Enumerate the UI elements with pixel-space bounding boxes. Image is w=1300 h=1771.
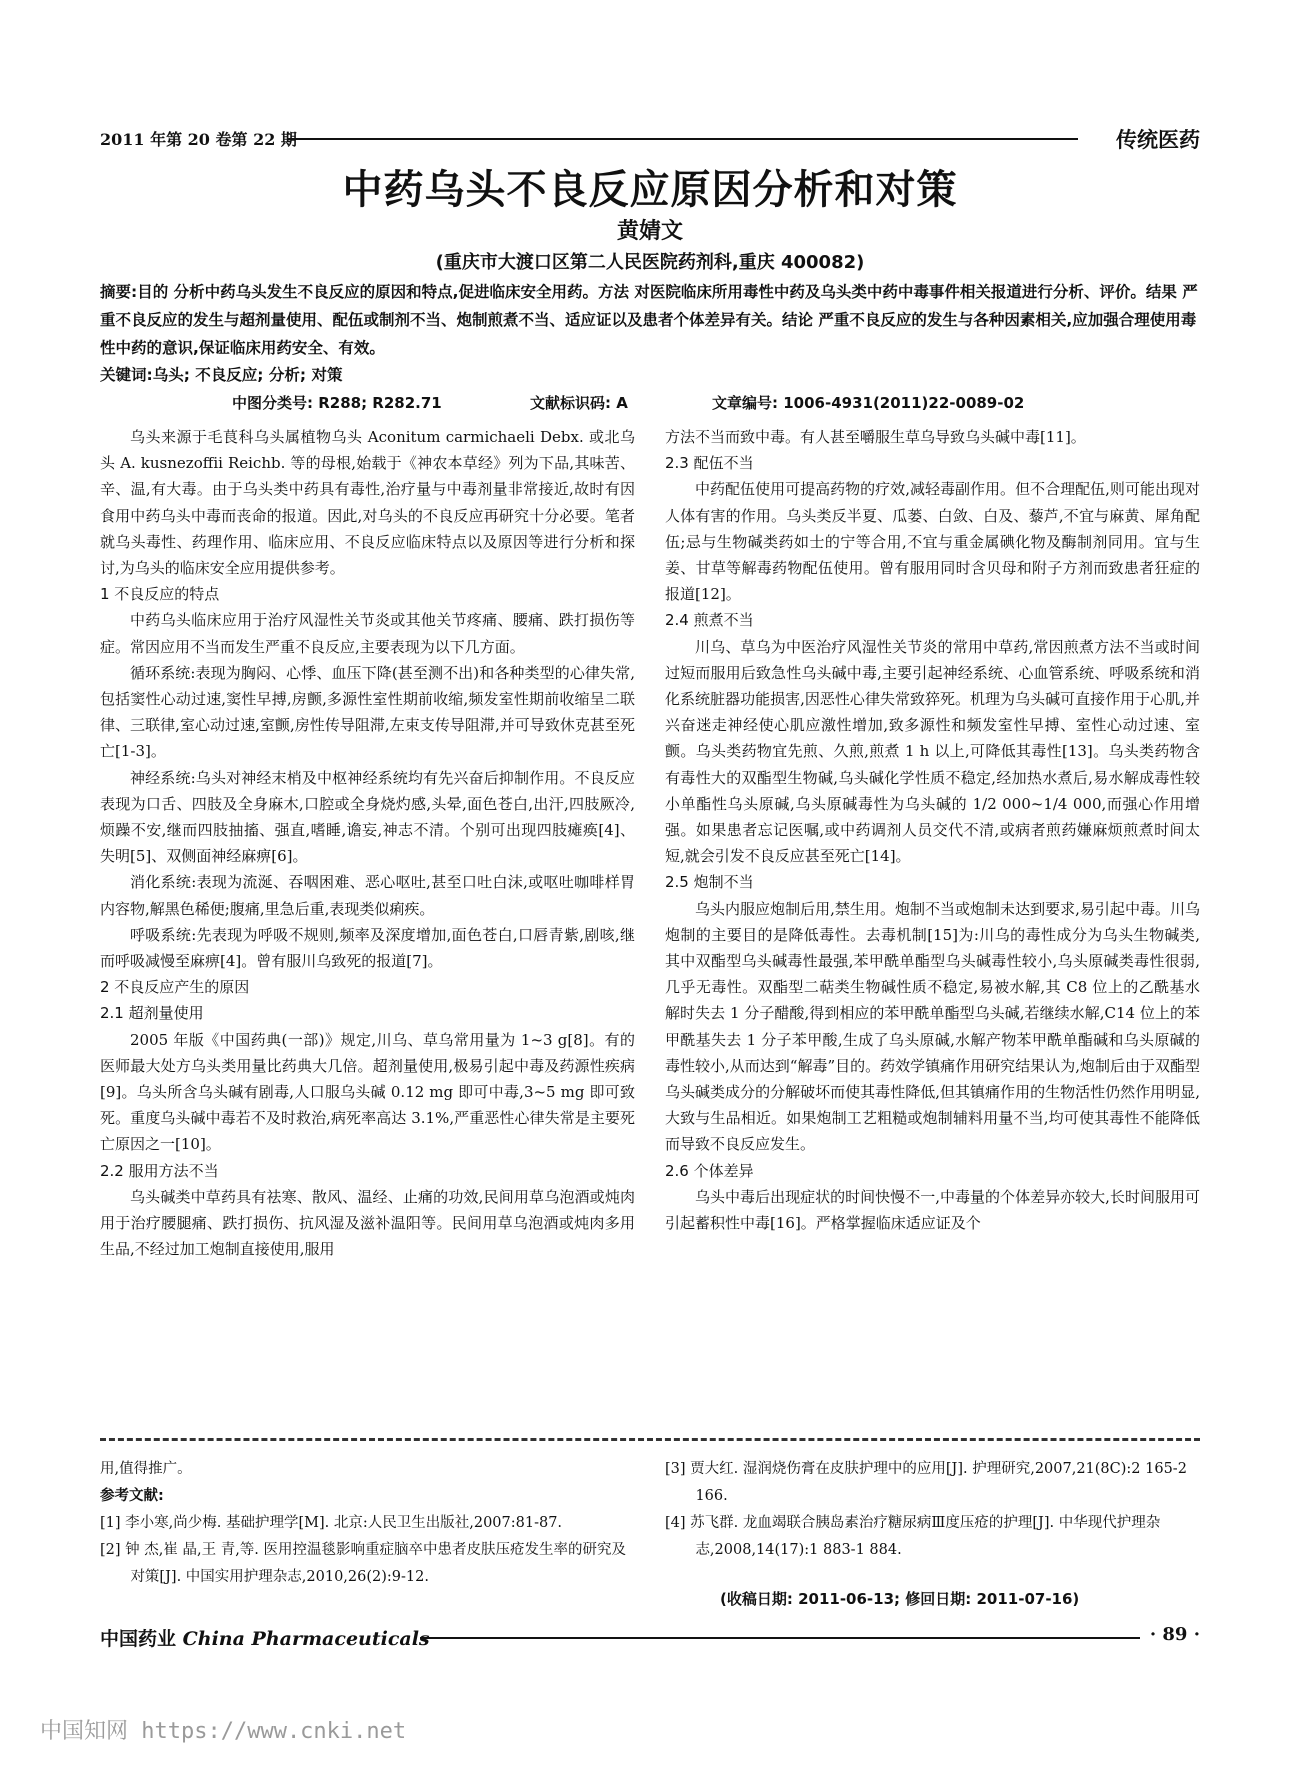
body-paragraph: 乌头碱类中草药具有祛寒、散风、温经、止痛的功效,民间用草乌泡酒或炖肉用于治疗腰腿痛、跌打损伤、抗风湿及滋补温阳等。民间用草乌泡酒或炖肉多用生品,不经过加工炮制直接使用,服用 xyxy=(100,1187,635,1259)
section-heading: 2.4 煎煮不当 xyxy=(665,611,754,630)
continuation-text: 用,值得推广。 xyxy=(100,1461,192,1477)
references-heading: 参考文献: xyxy=(100,1488,164,1504)
clc-number: 中图分类号: R288; R282.71 xyxy=(232,394,442,412)
body-paragraph: 循环系统:表现为胸闷、心悸、血压下降(甚至测不出)和各种类型的心律失常,包括窦性心动过速,窦性早搏,房颤,多源性室性期前收缩,频发室性期前收缩呈二联律、三联律,室心动过速,室颤,房性传导阻滞,左束支传导阻滞,并可导致休克甚至死亡[1-3]。 xyxy=(100,663,635,761)
body-paragraph: 中药配伍使用可提高药物的疗效,减轻毒副作用。但不合理配伍,则可能出现对人体有害的作用。乌头类反半夏、瓜蒌、白敛、白及、藜芦,不宜与麻黄、犀角配伍;忌与生物碱类药如士的宁等合用,不宜与重金属碘化物及酶制剂同用。宜与生姜、甘草等解毒药物配伍使用。曾有服用同时含贝母和附子方剂而致患者狂症的报道[12]。 xyxy=(665,480,1200,604)
article-title: 中药乌头不良反应原因分析和对策 xyxy=(342,167,958,213)
journal-name-cn: 中国药业 xyxy=(100,1628,177,1650)
body-paragraph: 消化系统:表现为流涎、吞咽困难、恶心呕吐,甚至口吐白沫,或呕吐咖啡样胃内容物,解黑色稀便;腹痛,里急后重,表现类似痢疾。 xyxy=(100,873,635,918)
article-number: 文章编号: 1006-4931(2011)22-0089-02 xyxy=(712,394,1025,412)
body-paragraph: 乌头内服应炮制后用,禁生用。炮制不当或炮制未达到要求,易引起中毒。川乌炮制的主要目的是降低毒性。去毒机制[15]为:川乌的毒性成分为乌头生物碱类,其中双酯型乌头碱毒性最强,苯甲酰单酯型乌头碱毒性较小,乌头原碱类毒性很弱,几乎无毒性。双酯型二萜类生物碱性质不稳定,易被水解,其 C8 位上的乙酰基水解时失去 1 分子醋酸,得到相应的苯甲酰单酯型乌头碱,若继续水解,C14 位上的苯甲酰基失去 1 分子苯甲酸,生成了乌头原碱,水解产物苯甲酰单酯碱和乌头原碱的毒性较小,从而达到“解毒”目的。药效学镇痛作用研究结果认为,炮制后由于双酯型乌头碱类成分的分解破坏而使其毒性降低,但其镇痛作用的生物活性仍然作用明显,大致与生品相近。如果炮制工艺粗糙或炮制辅料用量不当,均可使其毒性不能降低而导致不良反应发生。 xyxy=(665,899,1200,1154)
body-paragraph: 2005 年版《中国药典(一部)》规定,川乌、草乌常用量为 1~3 g[8]。有的医师最大处方乌头类用量比药典大几倍。超剂量使用,极易引起中毒及药源性疾病[9]。乌头所含乌头碱有剧毒,人口服乌头碱 0.12 mg 即可中毒,3~5 mg 即可致死。重度乌头碱中毒若不及时救治,病死率高达 3.1%,严重恶性心律失常是主要死亡原因之一[10]。 xyxy=(100,1030,635,1154)
section-heading: 2 不良反应产生的原因 xyxy=(100,978,250,997)
body-paragraph: 川乌、草乌为中医治疗风湿性关节炎的常用中草药,常因煎煮方法不当或时间过短而服用后致急性乌头碱中毒,主要引起神经系统、心血管系统、呼吸系统和消化系统脏器功能损害,因恶性心律失常致猝死。机理为乌头碱可直接作用于心肌,并兴奋迷走神经使心肌应激性增加,致多源性和频发室性早搏、室性心动过速、室颤。乌头类药物宜先煎、久煎,煎煮 1 h 以上,可降低其毒性[13]。乌头类药物含有毒性大的双酯型生物碱,乌头碱化学性质不稳定,经加热水煮后,易水解成毒性较小单酯性乌头原碱,乌头原碱毒性为乌头碱的 1/2 000~1/4 000,而强心作用增强。如果患者忘记医嘱,或中药调剂人员交代不清,或病者煎药嫌麻烦煎煮时间太短,就会引发不良反应甚至死亡[14]。 xyxy=(665,637,1200,866)
keywords-text: 乌头; 不良反应; 分析; 对策 xyxy=(152,366,343,384)
body-paragraph: 方法不当而致中毒。有人甚至嚼服生草乌导致乌头碱中毒[11]。 xyxy=(665,428,1086,446)
keywords xyxy=(100,362,1200,388)
body-paragraph: 呼吸系统:先表现为呼吸不规则,频率及深度增加,面色苍白,口唇青紫,剧咳,继而呼吸减慢至麻痹[4]。曾有服川乌致死的报道[7]。 xyxy=(100,925,635,971)
header-issue: 2011 年第 20 卷第 22 期 xyxy=(100,130,297,149)
affiliation: (重庆市大渡口区第二人民医院药剂科,重庆 400082) xyxy=(435,252,865,273)
footer-journal xyxy=(100,1624,430,1651)
reference-item: [4] 苏飞群. 龙血竭联合胰岛素治疗糖尿病Ⅲ度压疮的护理[J]. 中华现代护理杂志,2008,14(17):1 883-1 884. xyxy=(665,1515,1161,1558)
author: 黄婧文 xyxy=(616,219,683,244)
abstract-text: 目的 分析中药乌头发生不良反应的原因和特点,促进临床安全用药。方法 对医院临床所用毒性中药及乌头类中药中毒事件相关报道进行分析、评价。结果 严重不良反应的发生与超剂量使用、配伍或制剂不当、炮制煎煮不当、适应证以及患者个体差异有关。结论 严重不良反应的发生与各种因素相关,应加强合理使用毒性中药的意识,保证临床用药安全、有效。 xyxy=(100,283,1198,357)
section-heading: 2.6 个体差异 xyxy=(665,1161,754,1180)
section-heading: 1 不良反应的特点 xyxy=(100,585,220,604)
left-column xyxy=(100,424,635,1263)
body-paragraph: 乌头中毒后出现症状的时间快慢不一,中毒量的个体差异亦较大,长时间服用可引起蓄积性中毒[16]。严格掌握临床适应证及个 xyxy=(665,1187,1200,1233)
section-divider xyxy=(100,1438,1200,1441)
journal-name-en: China Pharmaceuticals xyxy=(182,1628,430,1650)
footer-rule xyxy=(420,1637,1140,1639)
body-paragraph: 神经系统:乌头对神经末梢及中枢神经系统均有先兴奋后抑制作用。不良反应表现为口舌、四肢及全身麻木,口腔或全身烧灼感,头晕,面色苍白,出汗,四肢厥冷,烦躁不安,继而四肢抽搐、强直,嗜睡,谵妄,神志不清。个别可出现四肢瘫痪[4]、失明[5]、双侧面神经麻痹[6]。 xyxy=(100,768,635,866)
section-heading: 2.5 炮制不当 xyxy=(665,873,754,892)
body-paragraph: 中药乌头临床应用于治疗风湿性关节炎或其他关节疼痛、腰痛、跌打损伤等症。常因应用不当而发生严重不良反应,主要表现为以下几方面。 xyxy=(100,611,635,656)
reference-item: [1] 李小寒,尚少梅. 基础护理学[M]. 北京:人民卫生出版社,2007:81-87. xyxy=(100,1515,563,1531)
section-heading: 2.2 服用方法不当 xyxy=(100,1161,219,1180)
abstract xyxy=(100,278,1200,362)
section-heading: 2.3 配伍不当 xyxy=(665,454,754,473)
reference-item: [3] 贾大红. 湿润烧伤膏在皮肤护理中的应用[J]. 护理研究,2007,21(8C):2 165-2 166. xyxy=(665,1461,1187,1504)
section-heading: 2.1 超剂量使用 xyxy=(100,1004,204,1023)
bottom-left-column xyxy=(100,1456,635,1591)
cnki-watermark: 中国知网 https://www.cnki.net xyxy=(40,1719,407,1744)
right-column xyxy=(665,424,1200,1236)
abstract-label: 摘要: xyxy=(100,283,138,301)
document-code: 文献标识码: A xyxy=(530,394,628,412)
bottom-right-column xyxy=(665,1456,1200,1564)
body-paragraph: 乌头来源于毛茛科乌头属植物乌头 Aconitum carmichaeli Debx. 或北乌头 A. kusnezoffii Reichb. 等的母根,始载于《神农本草经》列为下品,其味苦、辛、温,有大毒。由于乌头类中药具有毒性,治疗量与中毒剂量非常接近,故时有因食用中药乌头中毒而丧命的报道。因此,对乌头的不良反应再研究十分必要。笔者就乌头毒性、药理作用、临床应用、不良反应临床特点以及原因等进行分析和探讨,为乌头的临床安全应用提供参考。 xyxy=(100,428,635,578)
keywords-label: 关键词: xyxy=(100,366,153,384)
received-dates: (收稿日期: 2011-06-13; 修回日期: 2011-07-16) xyxy=(720,1590,1080,1608)
reference-item: [2] 钟 杰,崔 晶,王 青,等. 医用控温毯影响重症脑卒中患者皮肤压疮发生率的研究及对策[J]. 中国实用护理杂志,2010,26(2):9-12. xyxy=(100,1542,627,1585)
page-number: · 89 · xyxy=(1149,1624,1200,1645)
header-section: 传统医药 xyxy=(1116,128,1200,152)
header-rule xyxy=(288,138,1078,140)
